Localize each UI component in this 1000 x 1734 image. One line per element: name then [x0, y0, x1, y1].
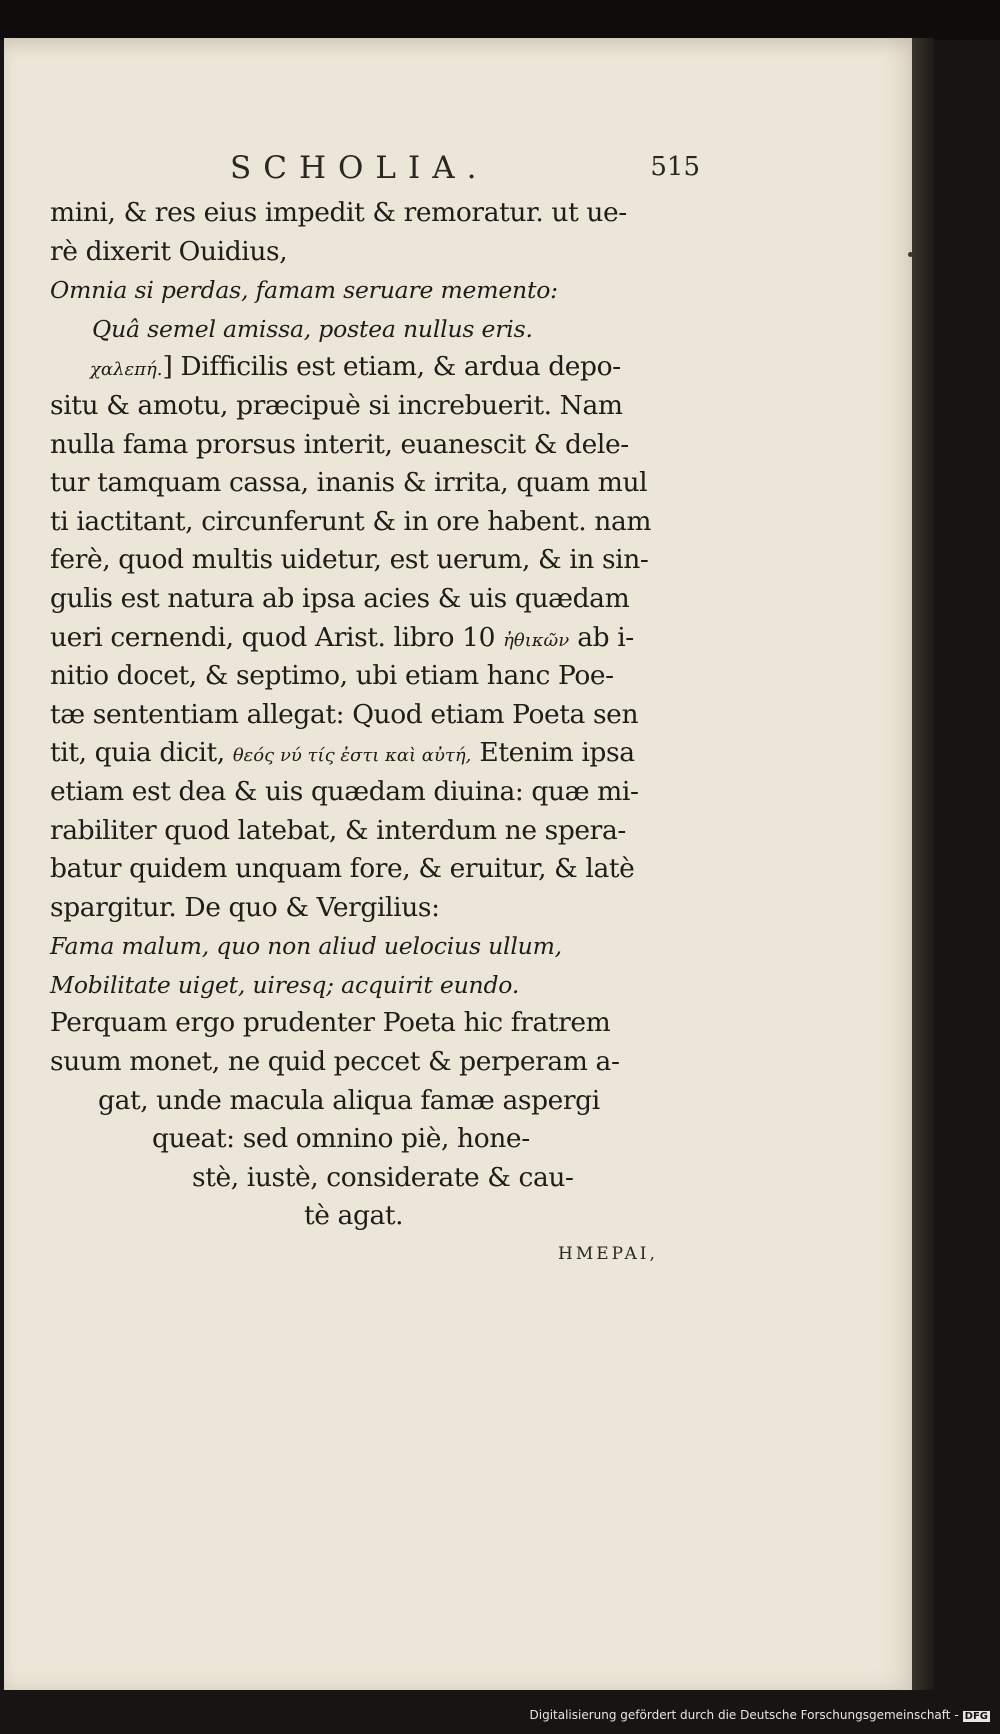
text-segment: tit, quia dicit, [50, 737, 225, 769]
text-line: rè dixerit Ouidius, [50, 235, 288, 267]
page-header [230, 150, 700, 190]
page-edge-shadow [912, 38, 934, 1690]
text-line: tur tamquam cassa, inanis & irrita, quam mul [50, 467, 648, 499]
text-line: rabiliter quod latebat, & interdum ne spera- [50, 814, 626, 846]
verse-line: Omnia si perdas, famam seruare memento: [50, 276, 558, 305]
ink-speck [908, 252, 913, 257]
text-line: Perquam ergo prudenter Poeta hic fratrem [50, 1007, 611, 1039]
text-line: stè, iustè, considerate & cau- [192, 1161, 574, 1193]
text-line: nitio docet, & septimo, ubi etiam hanc Poe- [50, 660, 614, 692]
greek-word: ἠθικῶν [503, 629, 570, 651]
text-segment: ] Difficilis est etiam, & ardua depo- [162, 351, 621, 383]
credit-text: Digitalisierung gefördert durch die Deutsche Forschungsgemeinschaft - [529, 1708, 959, 1722]
greek-lemma: χαλεπή. [90, 359, 163, 381]
greek-quotation: θεός νύ τίς ἐστι καὶ αὐτή, [232, 745, 472, 767]
text-line [50, 619, 700, 658]
text-line: nulla fama prorsus interit, euanescit & dele- [50, 428, 629, 460]
text-line [50, 734, 700, 773]
text-line: gulis est natura ab ipsa acies & uis quædam [50, 582, 630, 614]
running-head: SCHOLIA. [230, 150, 489, 186]
text-line: ti iactitant, circunferunt & in ore habent. nam [50, 505, 652, 537]
text-line: tè agat. [304, 1200, 404, 1232]
text-line: spargitur. De quo & Vergilius: [50, 891, 440, 923]
verse-line: Fama malum, quo non aliud uelocius ullum, [50, 932, 562, 961]
text-line: queat: sed omnino piè, hone- [152, 1123, 530, 1155]
text-line: tæ sententiam allegat: Quod etiam Poeta sen [50, 698, 639, 730]
text-segment: ueri cernendi, quod Arist. libro 10 [50, 621, 496, 653]
text-line: etiam est dea & uis quædam diuina: quæ mi- [50, 775, 639, 807]
scan-top-border [0, 0, 1000, 40]
text-line: mini, & res eius impedit & remoratur. ut ue- [50, 197, 627, 228]
text-line: situ & amotu, præcipuè si increbuerit. Nam [50, 389, 623, 421]
text-segment: ab i- [569, 621, 634, 653]
text-line: batur quidem unquam fore, & eruitur, & latè [50, 853, 635, 885]
verse-line: Mobilitate uiget, uiresq; acquirit eundo. [50, 970, 520, 999]
text-line: suum monet, ne quid peccet & perperam a- [50, 1046, 620, 1078]
text-line: ferè, quod multis uidetur, est uerum, & in sin- [50, 544, 649, 576]
dfg-logo: DFG [964, 1711, 988, 1722]
text-line [50, 348, 700, 387]
catchword: HMEPAI, [558, 1244, 658, 1264]
text-segment: Etenim ipsa [471, 737, 635, 769]
digitization-credit [0, 1708, 990, 1722]
page-number: 515 [650, 152, 700, 182]
text-line: gat, unde macula aliqua famæ aspergi [98, 1084, 600, 1116]
verse-line: Quâ semel amissa, postea nullus eris. [92, 314, 533, 343]
page-body [50, 194, 700, 1236]
